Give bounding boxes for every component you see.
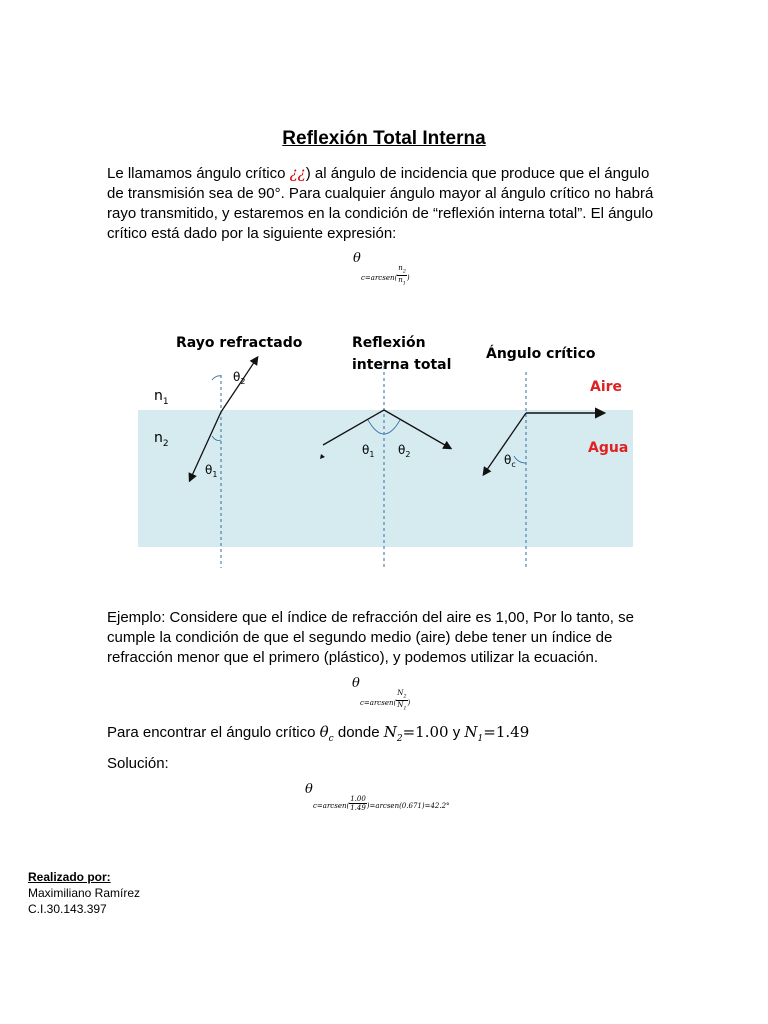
example-paragraph (107, 608, 667, 668)
example-line-2: cumple la condición de que el segundo medio (aire) debe tener un índice de (107, 629, 613, 646)
intro-line-3: rayo transmitido, y estaremos en la condición de “reflexión interna total”. El ángulo (107, 205, 654, 222)
error-glyph: ¿¿ (289, 164, 306, 182)
label-air: Aire (590, 379, 623, 395)
intro-paragraph (107, 163, 667, 244)
label-critical-angle: Ángulo crítico (486, 346, 596, 362)
intro-line-2: de transmisión sea de 90°. Para cualquier ángulo mayor al ángulo crítico no habrá (107, 185, 654, 202)
formula-critical-angle-n: θ c=arcsen( $\frac{N_2}{N_1}$ ) (352, 676, 411, 712)
theta-2-label-b: $\theta_2$ (398, 443, 411, 459)
formula-solution: θ c=arcsen( $\frac{1.00}{1.49}$ )=arcsen(0.671)=42.2° (305, 782, 450, 813)
author-heading: Realizado por: (28, 870, 111, 884)
reflection-diagram (130, 320, 640, 570)
label-water: Agua (588, 440, 629, 456)
author-id: C.I.30.143.397 (28, 902, 107, 916)
label-n1: $n_1$ (154, 388, 169, 407)
refracted-ray (221, 358, 257, 412)
formula-fraction: $\frac{n_2}{n_1}$ (398, 264, 406, 287)
author-name: Maximiliano Ramírez (28, 886, 141, 900)
theta-c-label: $\theta_c$ (504, 453, 516, 469)
theta-1-label-a: $\theta_1$ (205, 463, 218, 479)
critical-angle-sentence: Para encontrar el ángulo crítico $\theta_c$ donde $N_2=1.00$ y $N_1=1.49$ (107, 723, 530, 744)
intro-line-1: Le llamamos ángulo crítico ¿¿) al ángulo de incidencia que produce que el ángulo (107, 164, 650, 182)
formula-critical-angle: θ c=arcsen( $\frac{n_2}{n_1}$ ) (353, 251, 410, 287)
formula-fraction: $\frac{N_2}{N_1}$ (397, 689, 407, 712)
formula-theta: θ (353, 251, 361, 266)
theta-2-label-a: $\theta_2$ (233, 370, 246, 386)
label-tir-2: interna total (352, 357, 452, 373)
author-block (28, 870, 140, 916)
page-title: Reflexión Total Interna (282, 128, 486, 149)
theta-1-label-b: $\theta_1$ (362, 443, 375, 459)
example-line-1: Ejemplo: Considere que el índice de refracción del aire es 1,00, Por lo tanto, se (107, 609, 634, 626)
label-tir-1: Reflexión (352, 335, 426, 351)
intro-line-4: crítico está dado por la siguiente expresión: (107, 225, 397, 242)
label-refracted-ray: Rayo refractado (176, 335, 303, 351)
label-n2: $n_2$ (154, 430, 169, 449)
solution-label: Solución: (107, 755, 169, 772)
example-line-3: refracción menor que el primero (plástico), y podemos utilizar la ecuación. (107, 649, 599, 666)
formula-fraction: $\frac{1.00}{1.49}$ (350, 795, 366, 813)
